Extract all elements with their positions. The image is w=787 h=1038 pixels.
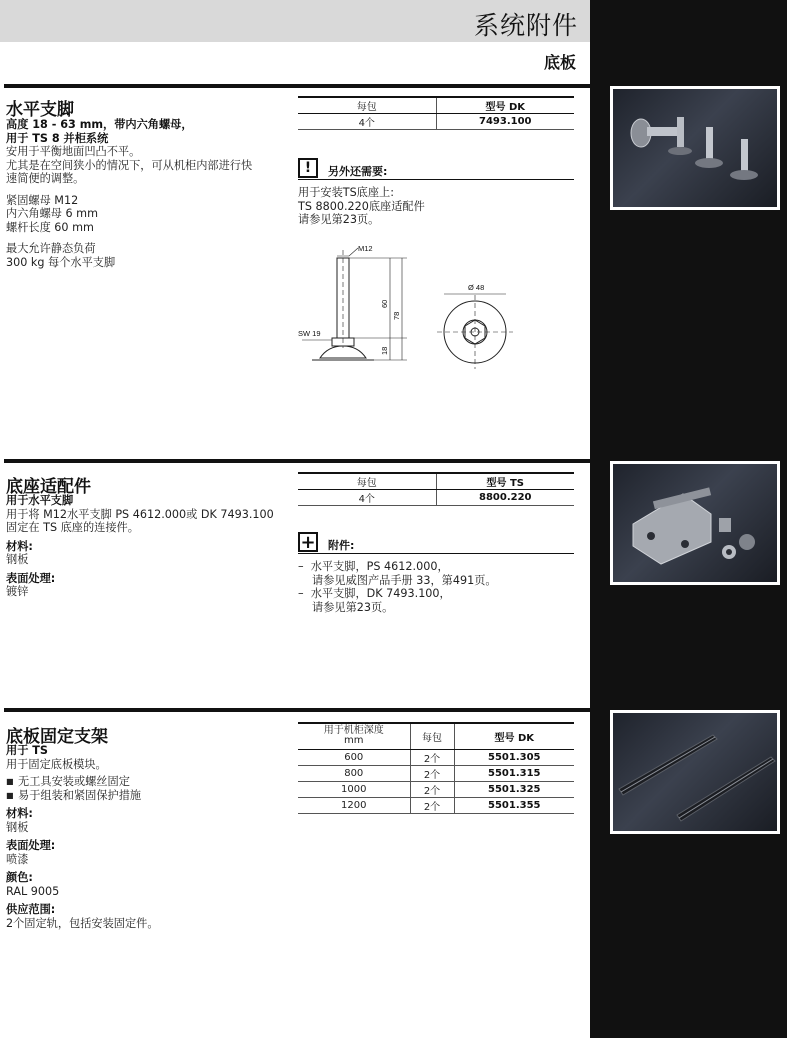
- desc-line: 用于固定底板模块。: [6, 757, 107, 771]
- desc-line: 速简便的调整。: [6, 172, 85, 185]
- surface-label: 表面处理:: [6, 839, 56, 852]
- surface-label: 表面处理:: [6, 571, 56, 585]
- accessory-item: – 水平支脚，DK 7493.100， 请参见第23页。: [298, 587, 451, 614]
- cell-model: 5501.315: [454, 765, 574, 781]
- desc-line: 安用于平衡地面凹凸不平。: [6, 145, 141, 158]
- label-18: 18: [380, 346, 389, 355]
- col-header-pack: 每包: [410, 723, 454, 749]
- supply-value: 2个固定轨，包括安装固定件。: [6, 916, 159, 930]
- section-body: [6, 494, 291, 599]
- supply-label: 供应范围:: [6, 903, 56, 916]
- section-divider: [4, 84, 590, 88]
- spec-line: 螺杆长度 60 mm: [6, 220, 94, 234]
- col-header-depth: 用于机柜深度 mm: [298, 723, 410, 749]
- note-line: 用于安装TS底座上:: [298, 186, 395, 199]
- label-78: 78: [392, 311, 401, 320]
- bullet-item: ■ 无工具安装或螺丝固定: [6, 775, 130, 788]
- note-body: [298, 186, 578, 227]
- subtitle-line: 用于水平支脚: [6, 494, 74, 507]
- material-label: 材料:: [6, 539, 33, 553]
- col-header-pack: 每包: [298, 473, 436, 490]
- section-title: 水平支脚: [6, 100, 74, 120]
- cell-pack: 4个: [298, 114, 436, 130]
- material-label: 材料:: [6, 807, 33, 820]
- label-m12: M12: [358, 244, 373, 253]
- bullet-item: ■ 易于组装和紧固保护措施: [6, 789, 141, 802]
- surface-value: 喷漆: [6, 852, 29, 866]
- order-table: [298, 96, 574, 130]
- page-title: 系统附件: [473, 11, 578, 40]
- desc-line: 尤其是在空间狭小的情况下，可从机柜内部进行快: [6, 158, 253, 172]
- surface-value: 镀锌: [6, 585, 29, 598]
- subtitle-line: 高度 18 - 63 mm，带内六角螺母，: [6, 118, 193, 131]
- technical-drawing: [292, 240, 532, 375]
- accessory-item: – 水平支脚，PS 4612.000， 请参见威图产品手册 33，第491页。: [298, 560, 497, 587]
- cell-model: 7493.100: [436, 114, 574, 130]
- subheader: [0, 42, 590, 82]
- plus-icon: +: [298, 532, 318, 552]
- note-line: TS 8800.220底座适配件: [298, 199, 425, 213]
- subtitle-line: 用于 TS 8 并柜系统: [6, 131, 109, 145]
- col-header-model: 型号 TS: [436, 473, 574, 490]
- desc-line: 用于将 M12水平支脚 PS 4612.000或 DK 7493.100: [6, 507, 274, 521]
- cell-model: 5501.355: [454, 797, 574, 813]
- col-header-model: 型号 DK: [436, 97, 574, 114]
- cell-depth: 1000: [298, 781, 410, 797]
- note-body: [298, 560, 582, 614]
- cell-model: 5501.325: [454, 781, 574, 797]
- cell-depth: 800: [298, 765, 410, 781]
- cell-depth: 1200: [298, 797, 410, 813]
- load-line: 300 kg 每个水平支脚: [6, 255, 116, 269]
- section-divider: [4, 459, 590, 463]
- note-title: 另外还需要:: [328, 165, 388, 178]
- note-title: 附件:: [328, 539, 355, 552]
- load-line: 最大允许静态负荷: [6, 242, 96, 255]
- base-adapter-photo: [610, 461, 780, 585]
- material-value: 钢板: [6, 820, 29, 834]
- material-value: 钢板: [6, 553, 29, 566]
- cell-model: 5501.305: [454, 749, 574, 765]
- exclamation-icon: !: [298, 158, 318, 178]
- mounting-rail-photo: [610, 710, 780, 834]
- spec-line: 内六角螺母 6 mm: [6, 207, 98, 220]
- subtitle-line: 用于 TS: [6, 744, 48, 757]
- cell-pack: 4个: [298, 490, 436, 506]
- col-header-pack: 每包: [298, 97, 436, 114]
- cell-pack: 2个: [410, 781, 454, 797]
- cell-model: 8800.220: [436, 490, 574, 506]
- section-title: 底板固定支架: [6, 727, 108, 747]
- label-60: 60: [380, 299, 389, 308]
- page-subtitle: 底板: [543, 53, 576, 72]
- cell-depth: 600: [298, 749, 410, 765]
- order-table: [298, 722, 574, 814]
- col-header-model: 型号 DK: [454, 723, 574, 749]
- section-body: [6, 118, 291, 269]
- label-diameter: Ø 48: [468, 283, 485, 292]
- cell-pack: 2个: [410, 797, 454, 813]
- section-title: 底座适配件: [6, 477, 91, 497]
- note-header: [298, 158, 574, 180]
- label-sw19: SW 19: [298, 329, 321, 338]
- cell-pack: 2个: [410, 765, 454, 781]
- section-body: [6, 744, 291, 930]
- desc-line: 固定在 TS 底座的连接件。: [6, 521, 139, 534]
- cell-pack: 2个: [410, 749, 454, 765]
- color-label: 颜色:: [6, 871, 33, 884]
- color-value: RAL 9005: [6, 884, 60, 898]
- header-bar: [0, 0, 590, 42]
- order-table: [298, 472, 574, 506]
- leveling-foot-photo: [610, 86, 780, 210]
- section-divider: [4, 708, 590, 712]
- note-line: 请参见第23页。: [298, 213, 380, 226]
- spec-line: 紧固螺母 M12: [6, 193, 79, 207]
- note-header: [298, 532, 574, 554]
